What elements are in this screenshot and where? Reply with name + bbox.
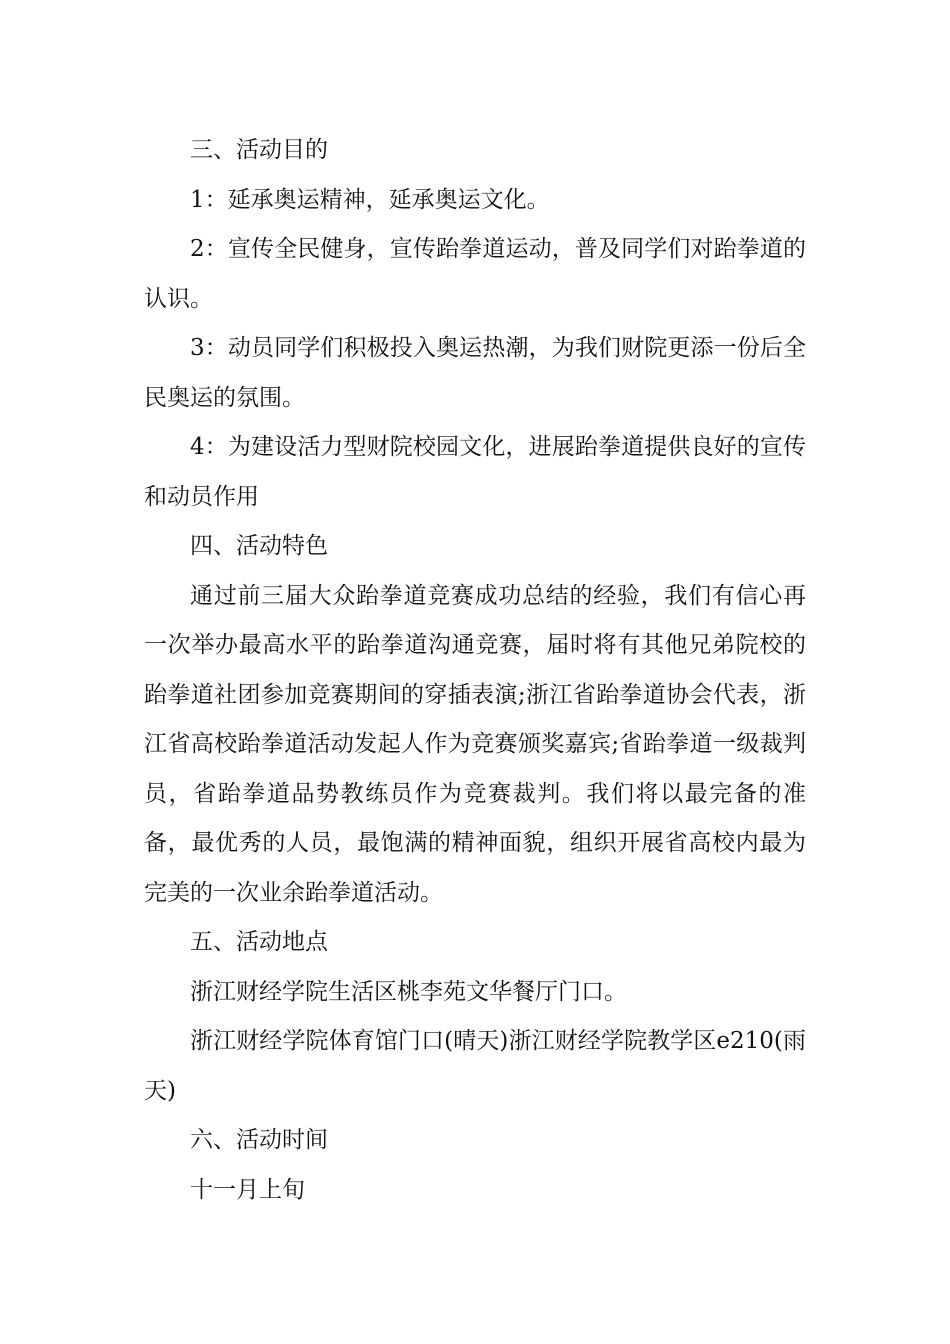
features-paragraph: 通过前三届大众跆拳道竞赛成功总结的经验，我们有信心再一次举办最高水平的跆拳道沟通竞赛，届时将有其他兄弟院校的跆拳道社团参加竞赛期间的穿插表演;浙江省跆拳道协会代表，浙江省高校跆拳道活动发起人作为竞赛颁奖嘉宾;省跆拳道一级裁判员，省跆拳道品势教练员作为竞赛裁判。我们将以最完备的准备，最优秀的人员，最饱满的精神面貌，组织开展省高校内最为完美的一次业余跆拳道活动。	[144, 582, 806, 906]
document-body	[144, 126, 806, 1215]
section-heading-purpose: 三、活动目的	[190, 137, 328, 163]
time-value: 十一月上旬	[190, 1176, 305, 1203]
purpose-item-3: 3：动员同学们积极投入奥运热潮，为我们财院更添一份后全民奥运的氛围。	[144, 335, 806, 411]
purpose-item-4: 4：为建设活力型财院校园文化，进展跆拳道提供良好的宣传和动员作用	[144, 434, 806, 510]
section-heading-time: 六、活动时间	[190, 1127, 328, 1153]
section-heading-features: 四、活动特色	[190, 533, 328, 559]
section-heading-location: 五、活动地点	[190, 929, 328, 955]
location-line-1: 浙江财经学院生活区桃李苑文华餐厅门口。	[190, 978, 627, 1005]
location-line-2: 浙江财经学院体育馆门口(晴天)浙江财经学院教学区e210(雨天)	[144, 1028, 806, 1104]
purpose-item-2: 2：宣传全民健身，宣传跆拳道运动，普及同学们对跆拳道的认识。	[144, 236, 806, 312]
purpose-item-1: 1：延承奥运精神，延承奥运文化。	[190, 186, 550, 213]
